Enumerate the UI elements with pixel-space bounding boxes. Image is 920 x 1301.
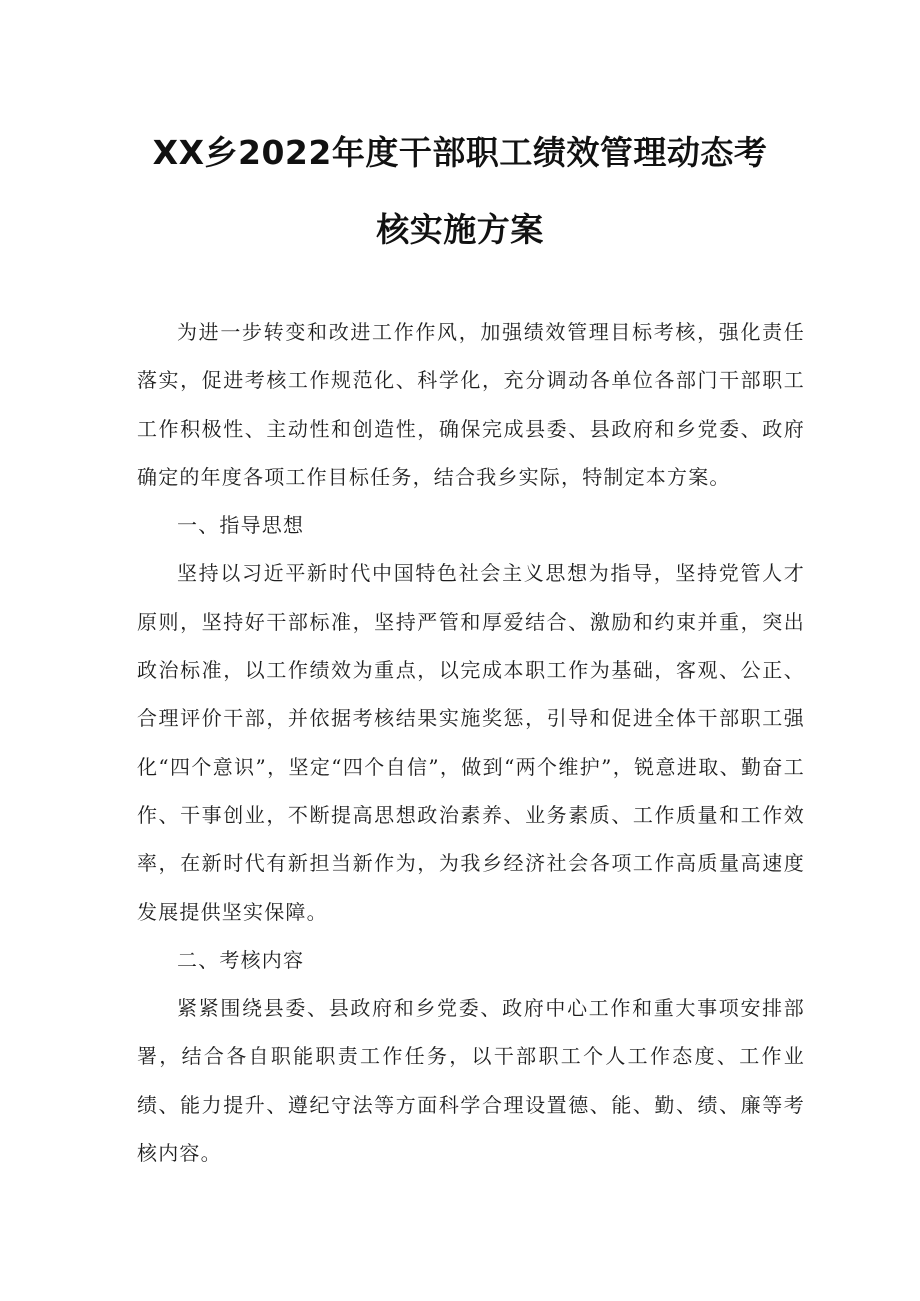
document-body (137, 308, 805, 1177)
document-title-line-1: XX乡2022年度干部职工绩效管理动态考 (152, 133, 768, 172)
document-title-line-2: 核实施方案 (376, 210, 544, 249)
section-heading-guiding-ideology: 一、指导思想 (177, 513, 305, 538)
section-heading-assessment-content: 二、考核内容 (177, 947, 305, 972)
section-paragraph-assessment-content: 紧紧围绕县委、县政府和乡党委、政府中心工作和重大事项安排部署，结合各自职能职责工作任务，以干部职工个人工作态度、工作业绩、能力提升、遵纪守法等方面科学合理设置德、能、勤、绩、廉等考核内容。 (137, 996, 805, 1166)
section-paragraph-guiding-ideology: 坚持以习近平新时代中国特色社会主义思想为指导，坚持党管人才原则，坚持好干部标准，坚持严管和厚爱结合、激励和约束并重，突出政治标准，以工作绩效为重点，以完成本职工作为基础，客观、公正、合理评价干部，并依据考核结果实施奖惩，引导和促进全体干部职工强化“四个意识”，坚定“四个自信”，做到“两个维护”，锐意进取、勤奋工作、干事创业，不断提高思想政治素养、业务素质、工作质量和工作效率，在新时代有新担当新作为，为我乡经济社会各项工作高质量高速度发展提供坚实保障。 (137, 561, 805, 924)
intro-paragraph: 为进一步转变和改进工作作风，加强绩效管理目标考核，强化责任落实，促进考核工作规范化、科学化，充分调动各单位各部门干部职工工作积极性、主动性和创造性，确保完成县委、县政府和乡党委、政府确定的年度各项工作目标任务，结合我乡实际，特制定本方案。 (137, 320, 805, 489)
